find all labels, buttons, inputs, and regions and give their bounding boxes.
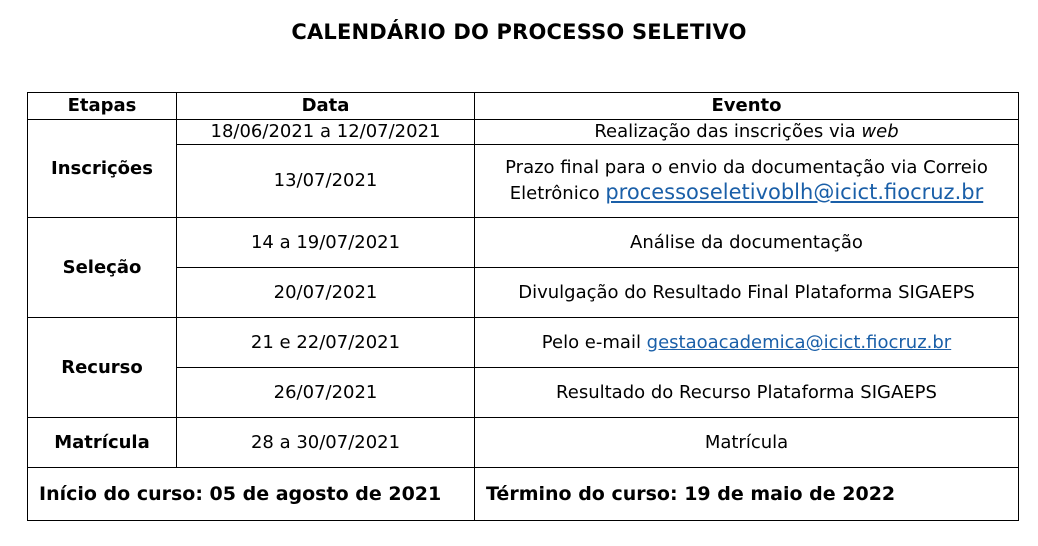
event-text: Eletrônico bbox=[509, 183, 606, 204]
event-italic-text: web bbox=[861, 121, 899, 142]
email-link-gestaoacademica[interactable]: gestaoacademica@icict.fiocruz.br bbox=[646, 331, 952, 353]
table-row bbox=[28, 120, 1019, 145]
event-cell bbox=[475, 145, 1019, 218]
date-cell: 13/07/2021 bbox=[177, 145, 475, 218]
page-title: CALENDÁRIO DO PROCESSO SELETIVO bbox=[291, 20, 747, 44]
date-cell: 18/06/2021 a 12/07/2021 bbox=[177, 120, 475, 145]
table-row bbox=[28, 218, 1019, 268]
email-link-processoseletivo[interactable]: processoseletivoblh@icict.fiocruz.br bbox=[605, 180, 984, 204]
event-text: Prazo final para o envio da documentação via Correio bbox=[505, 157, 988, 178]
table-row bbox=[28, 418, 1019, 468]
table-row bbox=[28, 268, 1019, 318]
header-stage: Etapas bbox=[28, 93, 177, 120]
table-row bbox=[28, 145, 1019, 218]
event-cell bbox=[475, 120, 1019, 145]
table-row bbox=[28, 318, 1019, 368]
date-cell: 21 e 22/07/2021 bbox=[177, 318, 475, 368]
course-end: Término do curso: 19 de maio de 2022 bbox=[475, 468, 1019, 521]
stage-recurso: Recurso bbox=[28, 318, 177, 418]
stage-inscricoes: Inscrições bbox=[28, 120, 177, 218]
header-event: Evento bbox=[475, 93, 1019, 120]
event-cell: Divulgação do Resultado Final Plataforma SIGAEPS bbox=[475, 268, 1019, 318]
event-cell: Análise da documentação bbox=[475, 218, 1019, 268]
event-text: Pelo e-mail bbox=[541, 331, 647, 353]
table-header-row bbox=[28, 93, 1019, 120]
header-date: Data bbox=[177, 93, 475, 120]
table-row bbox=[28, 368, 1019, 418]
footer-row bbox=[28, 468, 1019, 521]
event-text: Realização das inscrições via bbox=[594, 121, 862, 142]
event-cell: Resultado do Recurso Plataforma SIGAEPS bbox=[475, 368, 1019, 418]
date-cell: 26/07/2021 bbox=[177, 368, 475, 418]
date-cell: 28 a 30/07/2021 bbox=[177, 418, 475, 468]
event-cell: Matrícula bbox=[475, 418, 1019, 468]
calendar-table bbox=[27, 92, 1019, 521]
date-cell: 14 a 19/07/2021 bbox=[177, 218, 475, 268]
date-cell: 20/07/2021 bbox=[177, 268, 475, 318]
stage-matricula: Matrícula bbox=[28, 418, 177, 468]
event-cell bbox=[475, 318, 1019, 368]
course-start: Início do curso: 05 de agosto de 2021 bbox=[28, 468, 475, 521]
stage-selecao: Seleção bbox=[28, 218, 177, 318]
